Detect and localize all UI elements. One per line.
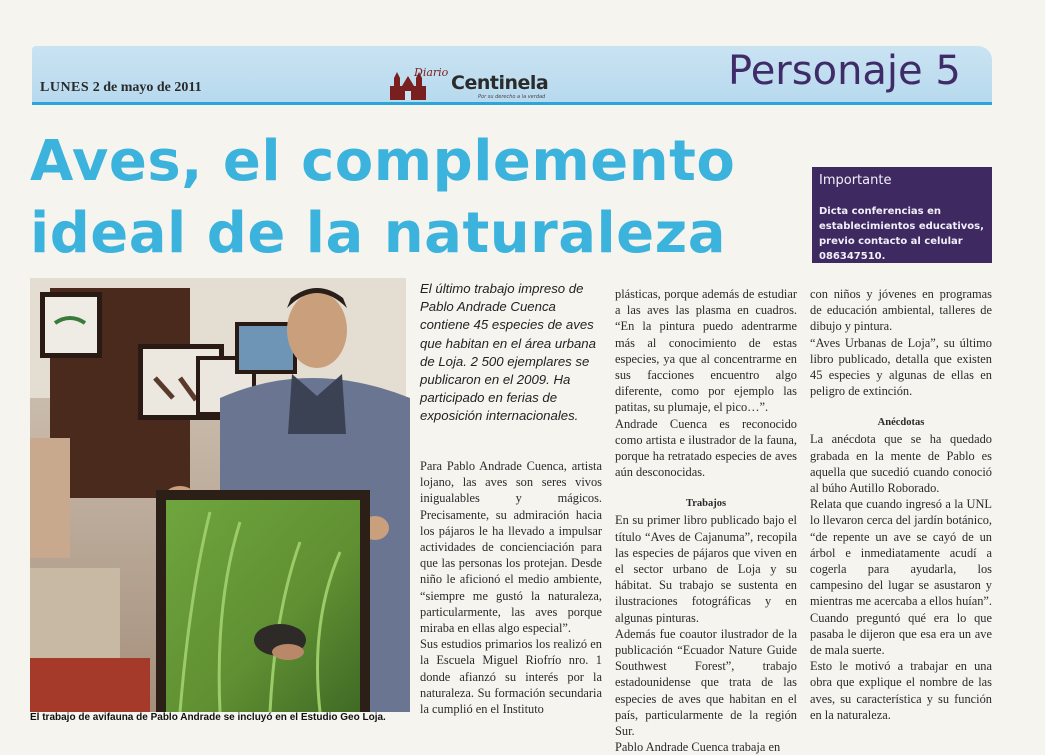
- headline-line-2: ideal de la naturaleza: [30, 201, 727, 266]
- paragraph: En su primer libro publicado bajo el título “Aves de Cajanuma”, recopila las especies de pájaros que viven en el sector urbano de Loja y su hábitat. Su trabajo se sustenta en ilustraciones fotográficas y en algunas pinturas.: [615, 513, 797, 625]
- issue-date-text: 2 de mayo de 2011: [92, 80, 202, 95]
- newspaper-logo: [388, 68, 568, 102]
- issue-day: LUNES: [40, 80, 90, 95]
- article-column-1: [420, 458, 602, 717]
- paragraph: plásticas, porque además de estudiar a las aves las plasma en cuadros. “En la pintura puedo adentrarme más al conocimiento de estas especies, ya que al concentrarme en sus facciones encuentro algo diferente, como por ejemplo las patitas, su plumaje, el pico…”.: [615, 287, 797, 415]
- important-box-title: Importante: [819, 173, 892, 188]
- paragraph: Esto le motivó a trabajar en una obra que explique el nombre de las aves, su característica y su función en la naturaleza.: [810, 659, 992, 722]
- article-photo: [30, 278, 406, 712]
- artist-with-painting-image: [30, 278, 406, 712]
- paragraph: Para Pablo Andrade Cuenca, artista lojano, las aves son seres vivos inigualables y mágicos. Precisamente, su admiración hacia los pájaros le ha llevado a impulsar actividades de concienciación para que las personas los protejan. Desde niño le aficionó el medio ambiente, “siempre me gustó la naturaleza, particularmente, las aves porque miraba en ellas algo especial”.: [420, 459, 602, 636]
- logo-diario: Diario: [414, 66, 449, 79]
- headline-line-1: Aves, el complemento: [30, 129, 736, 194]
- photo-caption: El trabajo de avifauna de Pablo Andrade se incluyó en el Estudio Geo Loja.: [30, 712, 386, 723]
- paragraph: “Aves Urbanas de Loja”, su último libro publicado, detalla que existen 45 especies y algunas de ellas en peligro de extinción.: [810, 335, 992, 399]
- article-lead: El último trabajo impreso de Pablo Andrade Cuenca contiene 45 especies de aves que habitan en el área urbana de Loja. 2 500 ejemplares se publicaron en el 2009. Ha participado en ferias de exposición internacionales.: [420, 281, 596, 424]
- logo-tagline: Por su derecho a la verdad: [478, 94, 546, 100]
- paragraph: con niños y jóvenes en programas de educación ambiental, talleres de dibujo y pintura.: [810, 287, 992, 334]
- paragraph: Sus estudios primarios los realizó en la Escuela Miguel Riofrío nro. 1 donde afianzó su interés por la naturaleza. Su formación secundaria la cumplió en el Instituto: [420, 637, 602, 717]
- paragraph: Relata que cuando ingresó a la UNL lo llevaron cerca del jardín botánico, “de repente un ave se cayó de un árbol e inmediatamente acudí a cogerla para ayudarla, los campesino del lugar se asustaron y mientras me acercaba a ellos huían”. Cuando preguntó qué era lo que pasaba le dijeron que esa era un ave de mala suerte.: [810, 497, 992, 658]
- article-column-3: [810, 286, 992, 723]
- logo-name: Centinela: [451, 72, 549, 94]
- paragraph: Andrade Cuenca es reconocido como artista e ilustrador de la fauna, porque ha retratado especies de aves aún desconocidas.: [615, 416, 797, 480]
- important-box: [812, 167, 992, 263]
- headline: [30, 126, 800, 270]
- important-box-text: Dicta conferencias en establecimientos educativos, previo contacto al celular 086347510.: [819, 206, 984, 262]
- article-column-2: [615, 286, 797, 755]
- subhead-anecdotas: Anécdotas: [877, 417, 925, 429]
- paragraph: La anécdota que se ha quedado grabada en la mente de Pablo es aquella que sucedió cuando conoció al búho Autillo Roborado.: [810, 432, 992, 496]
- subhead-trabajos: Trabajos: [685, 498, 727, 510]
- paragraph: Además fue coautor ilustrador de la publicación “Ecuador Nature Guide Southwest Forest”, trabajo estadounidense que trata de las especies de aves que habitan en el país, particularmente de la región Sur.: [615, 626, 797, 739]
- header-rule: [32, 102, 992, 105]
- paragraph: Pablo Andrade Cuenca trabaja en: [615, 740, 781, 755]
- section-title: Personaje 5: [728, 48, 961, 94]
- issue-date: [40, 80, 202, 96]
